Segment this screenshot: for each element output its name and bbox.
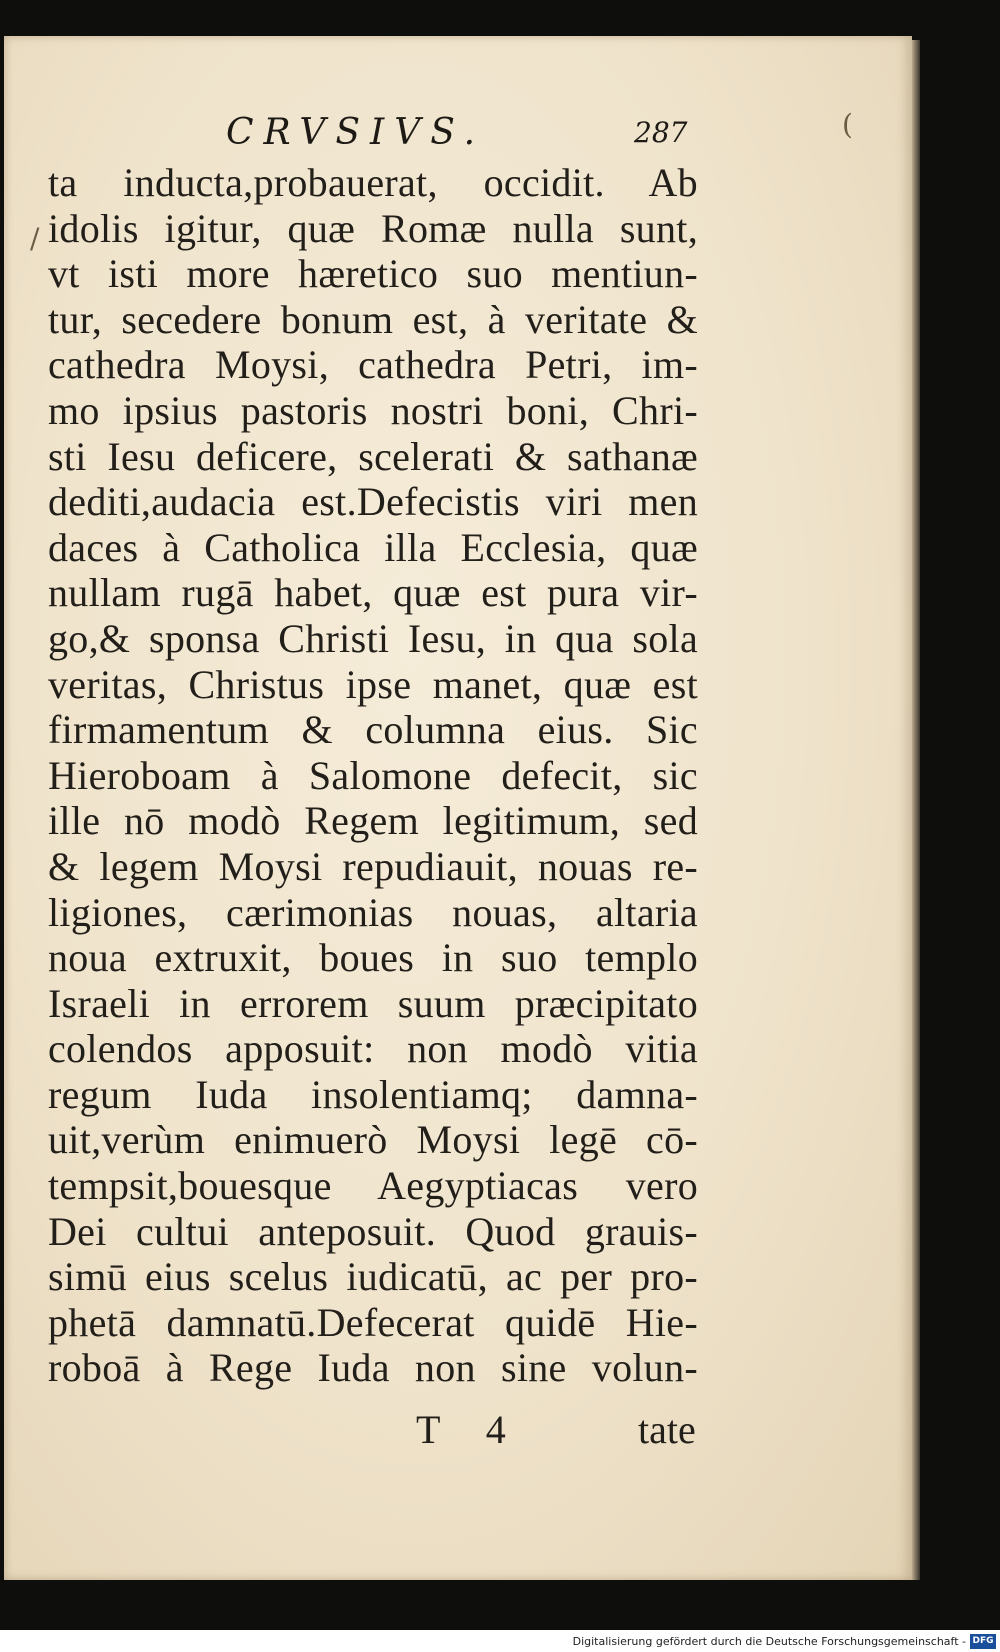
text-line: firmamentum & columna eius. Sic [48, 707, 698, 753]
dfg-logo-icon: DFG [970, 1634, 996, 1649]
footer-credit: Digitalisierung gefördert durch die Deutsche Forschungsgemeinschaft - [572, 1635, 966, 1648]
text-line: daces à Catholica illa Ecclesia, quæ [48, 524, 698, 570]
catchword: tate [638, 1407, 696, 1452]
text-line: dediti,audacia est.Defecistis viri men [48, 479, 698, 525]
text-line: & legem Moysi repudiauit, nouas re- [48, 843, 698, 889]
text-line: idolis igitur, quæ Romæ nulla sunt, [48, 205, 698, 251]
text-line: veritas, Christus ipse manet, quæ est [48, 661, 698, 707]
running-head: CRVSIVS. [226, 112, 486, 153]
text-line: ille nō modò Regem legitimum, sed [48, 798, 698, 844]
text-line: tur, secedere bonum est, à veritate & [48, 296, 698, 342]
footer-bar [0, 1630, 1000, 1652]
text-line: uit,verùm enimuerò Moysi legē cō- [48, 1117, 698, 1163]
text-line: go,& sponsa Christi Iesu, in qua sola [48, 615, 698, 661]
text-line: ta inducta,probauerat, occidit. Ab [48, 160, 698, 205]
body-text [48, 160, 698, 1391]
text-line: phetā damnatū.Defecerat quidē Hie- [48, 1299, 698, 1345]
text-line: sti Iesu deficere, scelerati & sathanæ [48, 433, 698, 479]
text-line: roboā à Rege Iuda non sine volun- [48, 1345, 698, 1391]
text-line: Dei cultui anteposuit. Quod grauis- [48, 1208, 698, 1254]
text-line: nullam rugā habet, quæ est pura vir- [48, 570, 698, 616]
text-line: simū eius scelus iudicatū, ac per pro- [48, 1254, 698, 1300]
text-line: mo ipsius pastoris nostri boni, Chri- [48, 387, 698, 433]
text-line: Hieroboam à Salomone defecit, sic [48, 752, 698, 798]
text-line: vt isti more hæretico suo mentiun- [48, 251, 698, 297]
page-edge [912, 40, 920, 1580]
margin-tick-mark: ( [842, 108, 853, 141]
signature-mark: T 4 [416, 1407, 524, 1452]
page-number: 287 [634, 116, 688, 149]
text-line: ligiones, cærimonias nouas, altaria [48, 889, 698, 935]
text-line: regum Iuda insolentiamq; damna- [48, 1071, 698, 1117]
text-line: tempsit,bouesque Aegyptiacas vero [48, 1163, 698, 1209]
text-line: colendos apposuit: non modò vitia [48, 1026, 698, 1072]
text-line: cathedra Moysi, cathedra Petri, im- [48, 342, 698, 388]
text-line: Israeli in errorem suum præcipitato [48, 980, 698, 1026]
margin-stroke-mark: / [30, 222, 40, 255]
text-line: noua extruxit, boues in suo templo [48, 935, 698, 981]
